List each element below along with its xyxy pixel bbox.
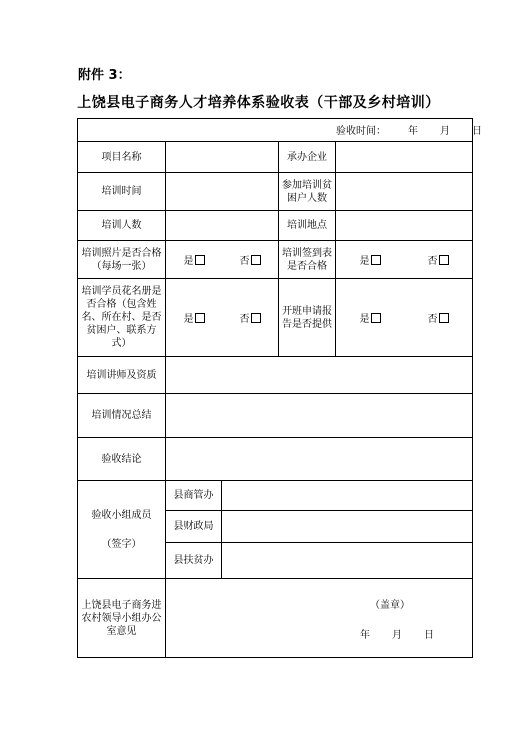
training-place-label: 培训地点 [287,220,327,231]
photos-yes-option[interactable]: 是 [184,252,205,267]
acceptance-day-label: 日 [472,126,482,137]
conclusion-label: 验收结论 [101,453,142,465]
checkbox-icon[interactable] [251,313,261,323]
acceptance-month-label: 月 [440,126,450,137]
roster-qualified-label: 培训学员花名册是否合格（包含姓名、所在村、是否贫困户、联系方式） [81,286,162,349]
signin-yes-option[interactable]: 是 [360,252,381,267]
project-name-label: 项目名称 [101,151,142,163]
signin-qualified-label: 培训签到表是否合格 [282,247,332,272]
application-no-option[interactable]: 否 [428,310,449,325]
application-provided-label: 开班申请报告是否提供 [282,305,332,330]
checkbox-icon[interactable] [251,255,261,265]
team-member-poverty: 县扶贫办 [173,555,214,566]
signin-choice [336,241,472,278]
application-choice [336,279,472,356]
photos-no-option[interactable]: 否 [240,252,261,267]
office-month-label: 月 [392,630,402,641]
summary-label: 培训情况总结 [91,410,152,421]
roster-choice [166,279,278,356]
team-member-finance: 县财政局 [173,521,214,532]
acceptance-time-label: 验收时间： [336,126,386,137]
team-label: 验收小组成员 [91,509,152,521]
seal-note: （盖章） [370,599,410,611]
training-time-label: 培训时间 [101,186,142,197]
trainee-count-label: 培训人数 [101,220,142,231]
checkbox-icon[interactable] [195,255,205,265]
application-yes-option[interactable]: 是 [360,310,381,325]
team-member-commerce: 县商管办 [173,490,214,501]
acceptance-date [336,122,482,137]
signin-no-option[interactable]: 否 [428,252,449,267]
roster-yes-option[interactable]: 是 [184,310,205,325]
attachment-label: 附件 3： [78,68,131,83]
office-day-label: 日 [424,630,434,641]
photos-choice [166,241,278,278]
checkbox-icon[interactable] [439,255,449,265]
checkbox-icon[interactable] [195,313,205,323]
office-opinion-label: 上饶县电子商务进农村领导小组办公室意见 [81,599,162,637]
lecturer-label: 培训讲师及资质 [86,369,157,381]
team-sign-note: （签字） [101,538,142,550]
office-date [360,626,434,641]
checkbox-icon[interactable] [371,313,381,323]
contractor-label: 承办企业 [287,151,327,163]
photos-qualified-label: 培训照片是否合格（每场一张） [81,247,162,272]
team-label-cell [78,481,165,578]
poor-participants-label: 参加培训贫困户人数 [282,179,332,204]
roster-no-option[interactable]: 否 [240,310,261,325]
acceptance-year-label: 年 [408,126,418,137]
form-title: 上饶县电子商务人才培养体系验收表（干部及乡村培训） [77,95,440,111]
checkbox-icon[interactable] [371,255,381,265]
office-year-label: 年 [360,630,370,641]
checkbox-icon[interactable] [439,313,449,323]
